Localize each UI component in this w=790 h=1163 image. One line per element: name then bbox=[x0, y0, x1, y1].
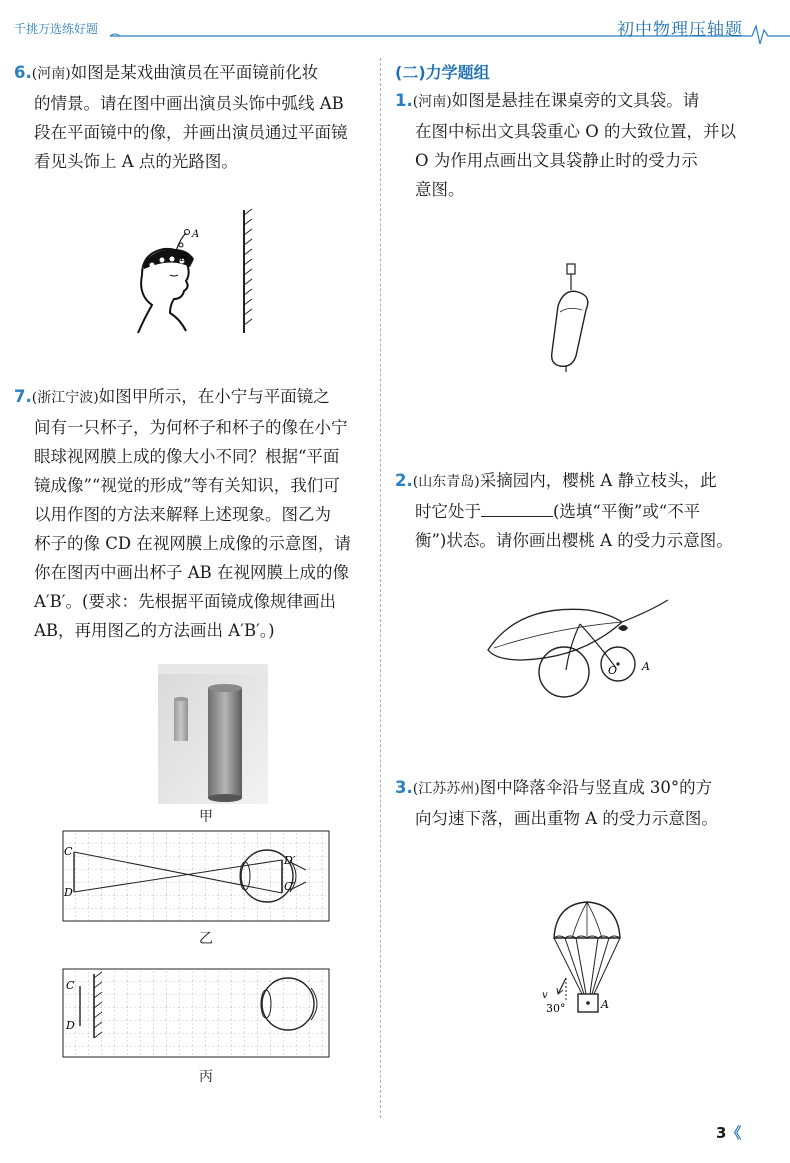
question-source: (河南) bbox=[412, 94, 452, 110]
question-text-line: 图中降落伞沿与竖直成 30°的方 bbox=[479, 778, 713, 797]
label-b: B bbox=[180, 253, 188, 264]
question-text-line: A′B′。(要求：先根据平面镜成像规律画出 bbox=[34, 592, 336, 611]
question-text-line: 采摘园内，樱桃 A 静立枝头，此 bbox=[479, 471, 717, 490]
question-text-line: 向匀速下落，画出重物 A 的受力示意图。 bbox=[415, 809, 718, 828]
question-text-line: 看见头饰上 A 点的光路图。 bbox=[34, 152, 238, 171]
question-text-line: 段在平面镜中的像，并画出演员通过平面镜 bbox=[34, 123, 348, 142]
question-number: 2. bbox=[395, 471, 413, 490]
label-v: v bbox=[542, 990, 548, 1001]
page-number-value: 3 bbox=[716, 1124, 727, 1142]
question-source: (河南) bbox=[31, 66, 71, 82]
label-c: C bbox=[64, 845, 73, 858]
actress-mirror-figure bbox=[130, 205, 270, 345]
label-d: D bbox=[64, 886, 73, 899]
question-text-line: 间有一只杯子，为何杯子和杯子的像在小宁 bbox=[34, 418, 348, 437]
label-a: A bbox=[192, 229, 200, 240]
parachute-figure bbox=[538, 898, 628, 1020]
answer-blank[interactable] bbox=[481, 498, 553, 517]
question-text-line: 的情景。请在图中画出演员头饰中弧线 AB bbox=[34, 94, 344, 113]
label-o: O bbox=[608, 664, 618, 677]
column-divider bbox=[380, 58, 381, 1118]
question-text-line: 镜成像”“视觉的形成”等有关知识，我们可 bbox=[34, 476, 340, 495]
page-chevron: 《 bbox=[726, 1124, 742, 1142]
question-text-line: O 为作用点画出文具袋静止时的受力示 bbox=[415, 151, 698, 170]
header-left-title: 千挑万选练好题 bbox=[14, 22, 99, 36]
header-right-title: 初中物理压轴题 bbox=[617, 20, 743, 40]
label-a: A bbox=[642, 660, 650, 673]
question-text-line: 如图甲所示，在小宁与平面镜之 bbox=[98, 387, 330, 406]
question-text-line: 在图中标出文具袋重心 O 的大致位置，并以 bbox=[415, 122, 737, 141]
question-source: (浙江宁波) bbox=[31, 390, 99, 406]
question-source: (山东青岛) bbox=[412, 474, 480, 490]
question-text-line: 以用作图的方法来解释上述现象。图乙为 bbox=[34, 505, 331, 524]
label-angle: 30° bbox=[546, 1002, 566, 1015]
question-text-line: AB，再用图乙的方法画出 A′B′。) bbox=[34, 621, 275, 640]
question-text-line: 眼球视网膜上成的像大小不同？根据“平面 bbox=[34, 447, 340, 466]
question-text-line: 你在图丙中画出杯子 AB 在视网膜上成的像 bbox=[34, 563, 350, 582]
label-c-prime: C′ bbox=[284, 880, 295, 893]
page-number bbox=[716, 1122, 741, 1143]
cherry-figure bbox=[480, 580, 680, 705]
caption-jia: 甲 bbox=[199, 809, 213, 825]
question-1 bbox=[395, 86, 775, 204]
pencil-bag-figure bbox=[540, 262, 610, 377]
question-text-line: (选填“平衡”或“不平 bbox=[553, 502, 701, 521]
question-text-line: 衡”)状态。请你画出樱桃 A 的受力示意图。 bbox=[415, 531, 733, 550]
section-title: (二)力学题组 bbox=[395, 63, 490, 82]
question-number: 7. bbox=[14, 387, 32, 406]
label-d: D bbox=[66, 1019, 75, 1032]
label-c: C bbox=[66, 979, 75, 992]
caption-bing: 丙 bbox=[199, 1069, 213, 1085]
question-text-line: 意图。 bbox=[415, 180, 465, 199]
question-text-line: 时它处于 bbox=[415, 502, 481, 521]
page-header bbox=[0, 0, 790, 52]
question-number: 1. bbox=[395, 91, 413, 110]
question-text-line: 杯子的像 CD 在视网膜上成像的示意图，请 bbox=[34, 534, 351, 553]
question-2 bbox=[395, 466, 775, 555]
question-text-line: 如图是悬挂在课桌旁的文具袋。请 bbox=[451, 91, 700, 110]
question-7 bbox=[14, 382, 376, 645]
eye-diagram-yi bbox=[62, 830, 330, 922]
label-a: A bbox=[601, 998, 609, 1011]
question-6 bbox=[14, 58, 374, 176]
question-number: 6. bbox=[14, 63, 32, 82]
question-text-line: 如图是某戏曲演员在平面镜前化妆 bbox=[70, 63, 319, 82]
label-d-prime: D′ bbox=[284, 854, 296, 867]
caption-yi: 乙 bbox=[199, 931, 213, 947]
question-3 bbox=[395, 773, 775, 833]
question-number: 3. bbox=[395, 778, 413, 797]
cup-photo bbox=[158, 664, 268, 804]
question-source: (江苏苏州) bbox=[412, 781, 480, 797]
eye-diagram-bing bbox=[62, 968, 330, 1058]
